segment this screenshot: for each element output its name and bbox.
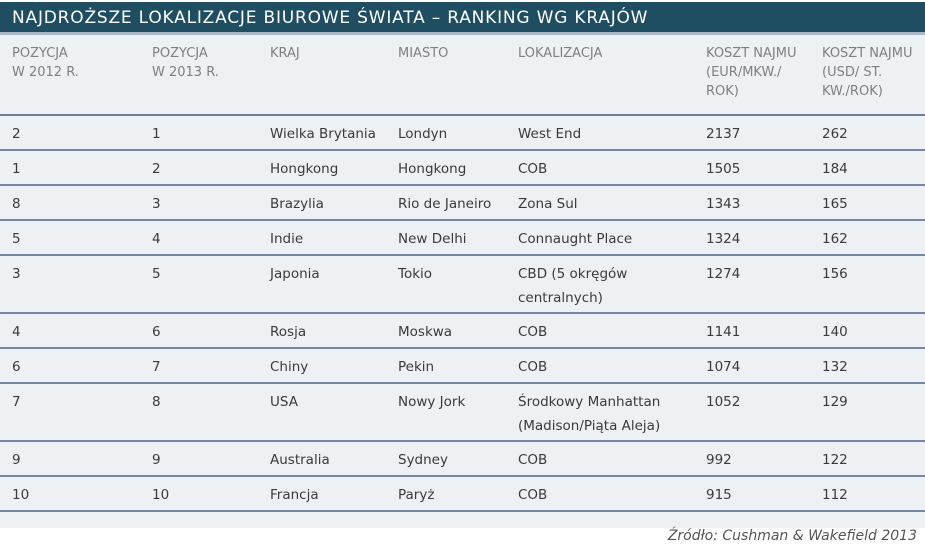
cell-country: Wielka Brytania [270, 126, 376, 142]
table-row [0, 255, 925, 313]
cell-country: Brazylia [270, 196, 324, 212]
cell-location: Zona Sul [518, 196, 578, 212]
header-cost-eur: KOSZT NAJMU (EUR/MKW./ ROK) [706, 46, 797, 99]
cell-location: West End [518, 126, 582, 142]
cell-position-2013: 4 [152, 231, 161, 247]
cell-country: Rosja [270, 324, 307, 340]
cell-cost-eur: 1074 [706, 359, 741, 375]
cell-city: Moskwa [398, 324, 453, 340]
ranking-table [0, 35, 925, 512]
cell-country: Australia [270, 452, 330, 468]
cell-location: Connaught Place [518, 231, 633, 247]
cell-position-2013: 10 [152, 487, 170, 503]
source-note: Źródło: Cushman & Wakefield 2013 [667, 528, 917, 544]
cell-city: New Delhi [398, 231, 467, 247]
cell-position-2013: 1 [152, 126, 161, 142]
header-cost-usd: KOSZT NAJMU (USD/ ST. KW./ROK) [822, 46, 913, 99]
cell-city: Rio de Janeiro [398, 196, 492, 212]
cell-city: Nowy Jork [398, 394, 466, 410]
cell-position-2012: 6 [12, 359, 21, 375]
header-location: LOKALIZACJA [518, 46, 603, 61]
table-row [0, 348, 925, 383]
cell-country: USA [270, 394, 298, 410]
cell-position-2012: 5 [12, 231, 21, 247]
table-row [0, 115, 925, 150]
cell-cost-eur: 915 [706, 487, 732, 503]
cell-city: Tokio [398, 266, 433, 282]
table-row [0, 313, 925, 348]
ranking-table-container [0, 35, 925, 528]
cell-country: Japonia [270, 266, 320, 282]
cell-cost-eur: 992 [706, 452, 732, 468]
cell-position-2012: 7 [12, 394, 21, 410]
cell-position-2012: 2 [12, 126, 21, 142]
cell-cost-eur: 2137 [706, 126, 741, 142]
cell-cost-usd: 129 [822, 394, 848, 410]
cell-position-2013: 2 [152, 161, 161, 177]
header-position-2012: POZYCJA W 2012 R. [12, 46, 79, 80]
cell-cost-eur: 1343 [706, 196, 741, 212]
cell-location: Środkowy Manhattan (Madison/Piąta Aleja) [518, 394, 661, 434]
table-row [0, 220, 925, 255]
header-country: KRAJ [270, 46, 300, 61]
cell-location: COB [518, 359, 548, 375]
table-row [0, 476, 925, 511]
cell-cost-eur: 1324 [706, 231, 741, 247]
cell-cost-usd: 112 [822, 487, 848, 503]
cell-position-2013: 6 [152, 324, 161, 340]
cell-city: Hongkong [398, 161, 467, 177]
cell-cost-eur: 1052 [706, 394, 741, 410]
cell-position-2013: 8 [152, 394, 161, 410]
cell-position-2013: 7 [152, 359, 161, 375]
cell-cost-usd: 156 [822, 266, 848, 282]
table-row [0, 383, 925, 441]
table-row [0, 150, 925, 185]
cell-country: Francja [270, 487, 319, 503]
header-position-2013: POZYCJA W 2013 R. [152, 46, 219, 80]
cell-position-2013: 5 [152, 266, 161, 282]
cell-position-2012: 4 [12, 324, 21, 340]
cell-country: Hongkong [270, 161, 339, 177]
cell-location: COB [518, 487, 548, 503]
cell-city: Paryż [398, 487, 435, 503]
cell-position-2012: 3 [12, 266, 21, 282]
cell-cost-usd: 162 [822, 231, 848, 247]
cell-location: CBD (5 okręgów centralnych) [518, 266, 628, 306]
cell-cost-usd: 184 [822, 161, 848, 177]
cell-city: Londyn [398, 126, 448, 142]
cell-cost-usd: 122 [822, 452, 848, 468]
cell-location: COB [518, 452, 548, 468]
cell-city: Pekin [398, 359, 435, 375]
table-row [0, 185, 925, 220]
cell-position-2012: 10 [12, 487, 30, 503]
header-row [0, 35, 925, 115]
cell-cost-usd: 140 [822, 324, 848, 340]
cell-cost-eur: 1274 [706, 266, 741, 282]
cell-location: COB [518, 324, 548, 340]
cell-position-2012: 9 [12, 452, 21, 468]
table-title-bar [0, 2, 925, 35]
cell-cost-usd: 132 [822, 359, 848, 375]
cell-cost-eur: 1141 [706, 324, 741, 340]
cell-position-2012: 8 [12, 196, 21, 212]
header-city: MIASTO [398, 46, 449, 61]
cell-cost-usd: 262 [822, 126, 848, 142]
cell-cost-eur: 1505 [706, 161, 741, 177]
cell-country: Indie [270, 231, 304, 247]
cell-cost-usd: 165 [822, 196, 848, 212]
cell-country: Chiny [270, 359, 309, 375]
table-row [0, 441, 925, 476]
cell-position-2013: 9 [152, 452, 161, 468]
cell-position-2013: 3 [152, 196, 161, 212]
cell-position-2012: 1 [12, 161, 21, 177]
table-title: NAJDROŻSZE LOKALIZACJE BIUROWE ŚWIATA – RANKING WG KRAJÓW [12, 8, 649, 28]
cell-city: Sydney [398, 452, 448, 468]
cell-location: COB [518, 161, 548, 177]
